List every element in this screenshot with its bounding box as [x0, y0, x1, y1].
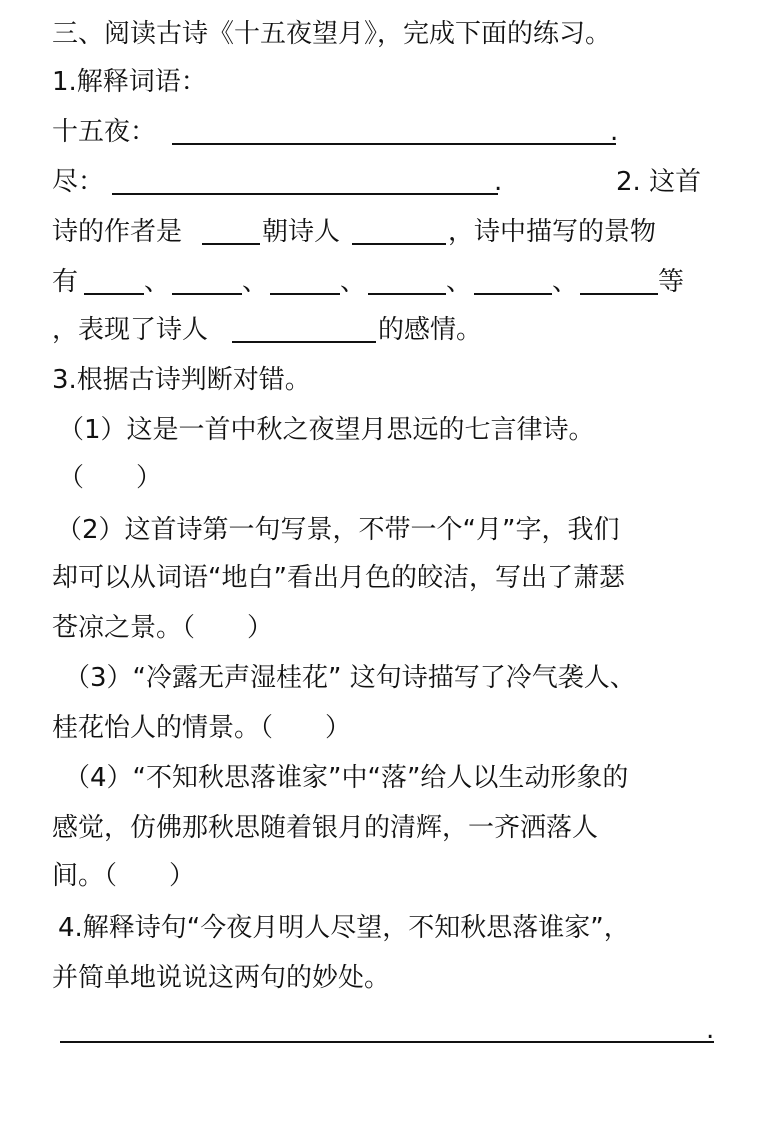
q3-item4-text-2: 感觉，仿佛那秋思随着银月的清辉，一齐洒落人 [52, 813, 599, 843]
q2-separator: 、 [144, 267, 171, 297]
q2-line-c [0, 306, 768, 354]
q2-scene-blank-2[interactable] [172, 293, 242, 295]
q4-answer-line [0, 1006, 768, 1054]
q3-item2-text-2: 却可以从词语“地白”看出月色的皎洁，写出了萧瑟 [52, 563, 625, 593]
q3-item4-line3 [0, 852, 768, 900]
q3-item3-line2 [0, 704, 768, 752]
q4-line1 [0, 904, 768, 952]
q2-line-a-mid: 朝诗人 [262, 217, 341, 247]
q3-item1-text: （1）这是一首中秋之夜望月思远的七言律诗。 [58, 415, 595, 445]
q3-heading: 3.根据古诗判断对错。 [52, 365, 311, 395]
q2-line-c-end: 的感情。 [378, 315, 483, 345]
q3-item2-text-1: （2）这首诗第一句写景，不带一个“月”字，我们 [56, 515, 620, 545]
q3-item4-text-3[interactable]: 间。（ ） [52, 861, 196, 891]
q1-term1-label: 十五夜： [52, 117, 157, 147]
q1-term2-label: 尽： [52, 167, 105, 197]
q1-term1-end: . [610, 117, 619, 147]
q3-item3-text-1: （3）“冷露无声湿桂花” 这句诗描写了冷气袭人、 [64, 663, 636, 693]
q2-scene-blank-4[interactable] [368, 293, 446, 295]
section-title-line [0, 10, 768, 58]
q3-item3-line1 [0, 654, 768, 702]
q1-heading-line [0, 58, 768, 106]
q1-heading: 1.解释词语： [52, 67, 207, 97]
q3-item4-line2 [0, 804, 768, 852]
q2-scene-blank-3[interactable] [270, 293, 340, 295]
q1-term2-answer-blank[interactable] [112, 193, 498, 195]
q2-line-c-start: ，表现了诗人 [52, 315, 209, 345]
q2-scene-blank-1[interactable] [84, 293, 144, 295]
q2-line-a-end: ，诗中描写的景物 [448, 217, 657, 247]
q2-line-a-start: 诗的作者是 [52, 217, 183, 247]
q2-line-b-end: 等 [658, 267, 685, 297]
q2-separator: 、 [340, 267, 367, 297]
q3-item2-line2 [0, 554, 768, 602]
q2-separator: 、 [446, 267, 473, 297]
q2-line-a [0, 208, 768, 256]
q2-separator: 、 [242, 267, 269, 297]
q4-text-1: 4.解释诗句“今夜月明人尽望，不知秋思落谁家”， [58, 913, 630, 943]
q3-item1-answer-line [0, 454, 768, 502]
q4-text-2: 并简单地说说这两句的妙处。 [52, 963, 391, 993]
q3-item2-line1 [0, 506, 768, 554]
section-title: 三、阅读古诗《十五夜望月》，完成下面的练习。 [52, 19, 612, 49]
q2-scene-blank-5[interactable] [474, 293, 552, 295]
q1-term2-line [0, 158, 768, 206]
q2-separator: 、 [552, 267, 579, 297]
q1-term1-answer-blank[interactable] [172, 143, 616, 145]
q3-item4-text-1: （4）“不知秋思落谁家”中“落”给人以生动形象的 [64, 763, 629, 793]
q4-answer-blank[interactable] [60, 1041, 714, 1043]
q2-number: 2. 这首 [616, 167, 702, 197]
q2-scene-blank-6[interactable] [580, 293, 658, 295]
q2-dynasty-blank[interactable] [202, 243, 260, 245]
q4-answer-end: . [706, 1015, 715, 1045]
q2-poet-blank[interactable] [352, 243, 446, 245]
q2-line-b-start: 有 [52, 267, 79, 297]
q3-heading-line [0, 356, 768, 404]
q1-term1-line [0, 108, 768, 156]
q3-item1-answer-paren[interactable]: （ ） [58, 463, 163, 493]
q2-feeling-blank[interactable] [232, 341, 376, 343]
q4-line2 [0, 954, 768, 1002]
q3-item1-line [0, 406, 768, 454]
q3-item2-line3 [0, 604, 768, 652]
q3-item4-line1 [0, 754, 768, 802]
q2-line-b [0, 258, 768, 306]
q3-item2-text-3[interactable]: 苍凉之景。（ ） [52, 613, 274, 643]
q3-item3-text-2[interactable]: 桂花怡人的情景。（ ） [52, 713, 352, 743]
q1-term2-end: . [494, 167, 503, 197]
